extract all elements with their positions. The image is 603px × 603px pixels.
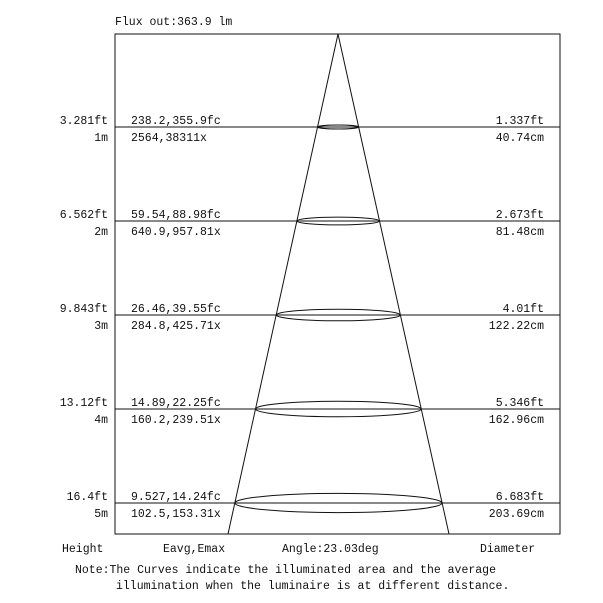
height-m-label: 3m [94, 320, 108, 333]
illuminance-fc-label: 9.527,14.24fc [131, 491, 221, 504]
diameter-ft-label: 6.683ft [495, 491, 544, 504]
height-m-label: 5m [94, 508, 108, 521]
height-m-label: 4m [94, 414, 108, 427]
diameter-cm-label: 122.22cm [488, 320, 544, 333]
height-m-label: 1m [94, 132, 108, 145]
note-line-1: Note:The Curves indicate the illuminated area and the average [75, 564, 496, 577]
height-ft-label: 16.4ft [66, 491, 108, 504]
illuminance-lx-label: 2564,38311x [131, 132, 207, 145]
beam-right-edge [338, 34, 449, 534]
illuminance-lx-label: 102.5,153.31x [131, 508, 221, 521]
illuminance-fc-label: 14.89,22.25fc [131, 397, 221, 410]
height-ft-label: 3.281ft [59, 115, 108, 128]
diameter-cm-label: 162.96cm [488, 414, 544, 427]
diagram-frame [115, 34, 560, 534]
illuminance-lx-label: 160.2,239.51x [131, 414, 221, 427]
note-line-2: illumination when the luminaire is at different distance. [116, 580, 510, 593]
diameter-axis-label: Diameter [480, 543, 536, 556]
diameter-cm-label: 203.69cm [488, 508, 544, 521]
illuminance-fc-label: 238.2,355.9fc [131, 115, 221, 128]
height-m-label: 2m [94, 226, 108, 239]
diameter-ft-label: 4.01ft [502, 303, 544, 316]
height-ft-label: 6.562ft [59, 209, 108, 222]
illuminance-fc-label: 59.54,88.98fc [131, 209, 221, 222]
diameter-cm-label: 40.74cm [495, 132, 544, 145]
diameter-ft-label: 2.673ft [495, 209, 544, 222]
height-ft-label: 9.843ft [59, 303, 108, 316]
diameter-ft-label: 1.337ft [495, 115, 544, 128]
eavg-emax-label: Eavg,Emax [163, 543, 226, 556]
illuminance-lx-label: 640.9,957.81x [131, 226, 221, 239]
beam-left-edge [228, 34, 338, 534]
diameter-cm-label: 81.48cm [495, 226, 544, 239]
flux-label: Flux out:363.9 lm [115, 16, 233, 29]
height-axis-label: Height [62, 543, 104, 556]
diameter-ft-label: 5.346ft [495, 397, 544, 410]
beam-angle-label: Angle:23.03deg [282, 543, 379, 556]
height-ft-label: 13.12ft [59, 397, 108, 410]
illuminance-lx-label: 284.8,425.71x [131, 320, 221, 333]
illuminance-fc-label: 26.46,39.55fc [131, 303, 221, 316]
distance-rows [60, 115, 560, 521]
